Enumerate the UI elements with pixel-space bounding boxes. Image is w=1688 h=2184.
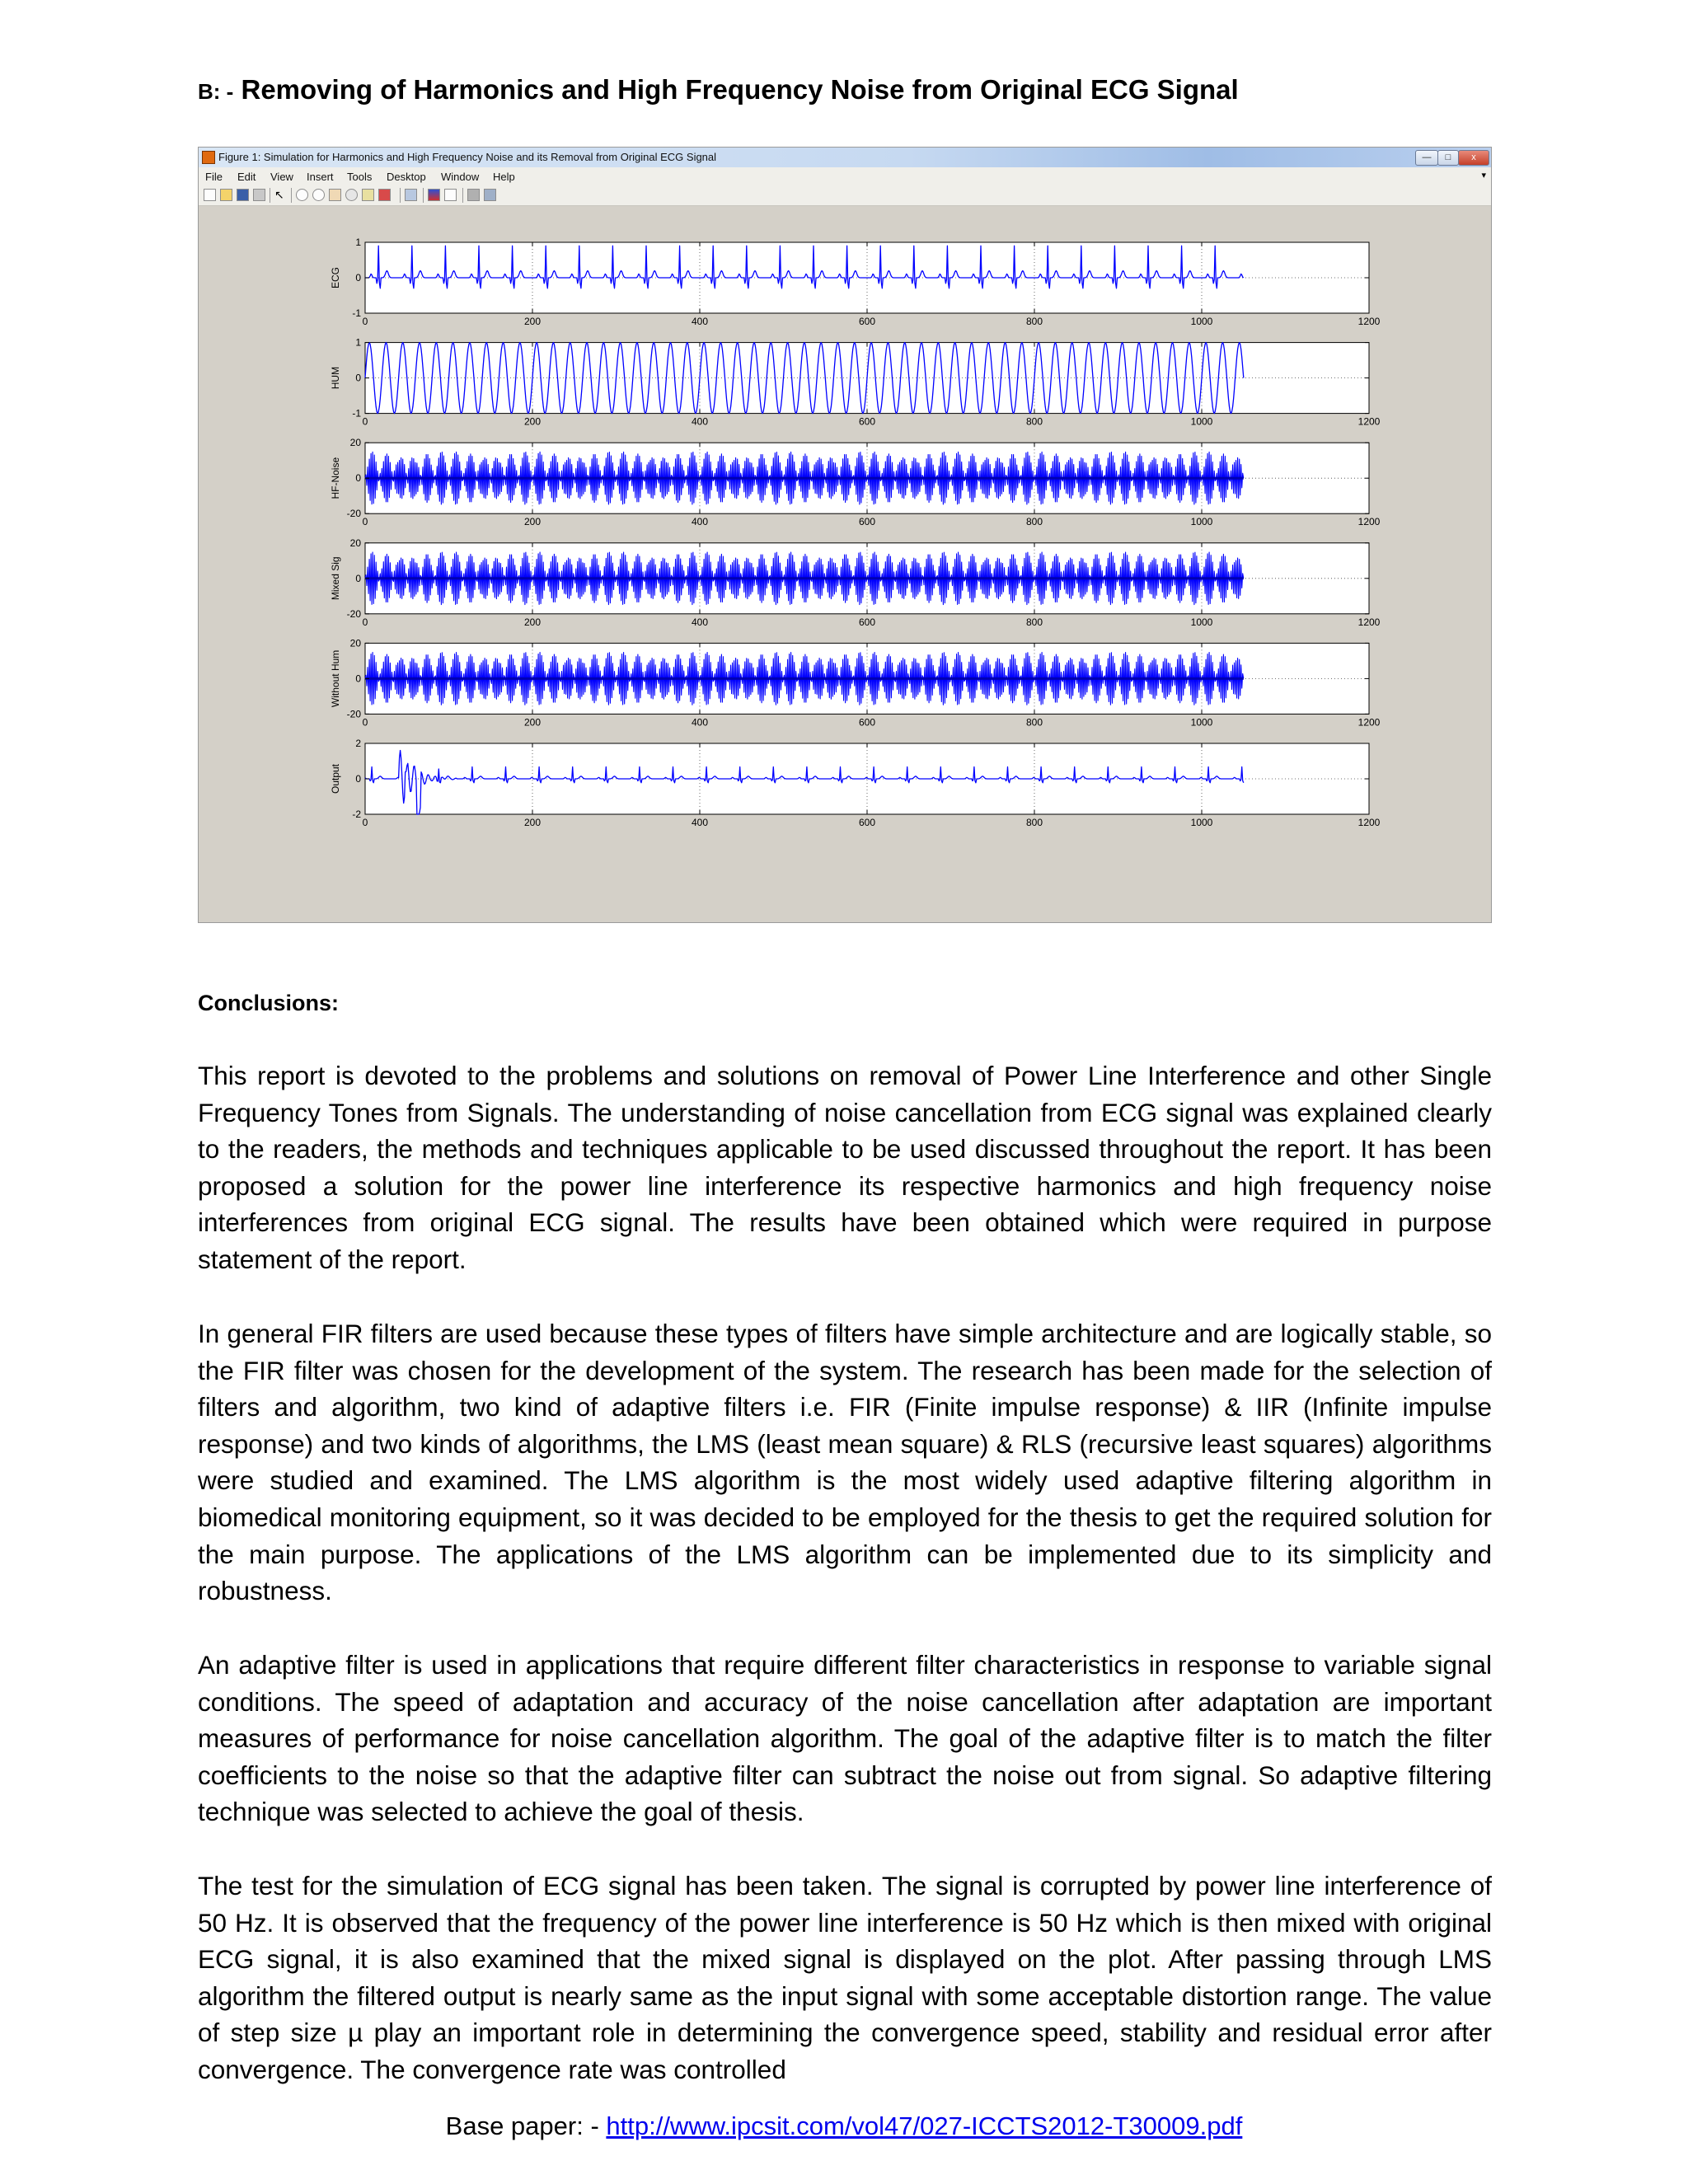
x-tick-label-hf-noise: 400 — [691, 516, 709, 528]
y-axis-label-ecg: ECG — [330, 266, 341, 289]
conclusions-paragraph-2: In general FIR filters are used because these types of filters have simple architecture and are logically stable, so the FIR filter was chosen for the development of the system. The research has been made for the selection of filters and algorithm, two kind of adaptive filters i.e. FIR (Finite impulse response) & IIR (Infinite impulse response) and two kinds of algorithms, the LMS (least mean square) & RLS (recursive least squares) algorithms were studied and examined. The LMS algorithm is the most widely used adaptive filtering algorithm in biomedical monitoring equipment, so it was decided to be employed for the thesis to get the required solution for the main purpose. The applications of the LMS algorithm can be implemented due to its simplicity and robustness. — [198, 1319, 1492, 1606]
brush-icon[interactable] — [378, 189, 391, 201]
x-tick-label-ecg: 800 — [1025, 316, 1043, 327]
y-axis-label-mixed-sig: Mixed Sig — [330, 556, 341, 601]
conclusions-paragraph-4: The test for the simulation of ECG signal has been taken. The signal is corrupted by power line interference of 50 Hz. It is observed that the frequency of the power line interference is 50 Hz which is then mixed with original ECG signal, it is also examined that the mixed signal is displayed on the plot. After passing through LMS algorithm the filtered output is nearly same as the input signal with some acceptable distortion range. The value of step size µ play an important role in determining the convergence speed, stability and residual error after convergence. The convergence rate was controlled — [198, 1871, 1492, 2084]
x-tick-label-hf-noise: 200 — [523, 516, 542, 528]
figure-toolbar — [199, 185, 1491, 206]
y-tick-label-hf-noise: -20 — [346, 508, 361, 520]
figure-title-bar[interactable] — [199, 148, 1491, 167]
y-tick-label-output: 0 — [355, 773, 361, 785]
x-tick-label-without-hum: 200 — [523, 716, 542, 729]
x-tick-label-without-hum: 0 — [362, 716, 368, 729]
colorbar-icon[interactable] — [428, 189, 440, 201]
x-tick-label-mixed-sig: 1200 — [1357, 616, 1381, 628]
x-tick-label-hum: 1200 — [1357, 415, 1381, 428]
matlab-logo-icon — [202, 151, 215, 164]
x-tick-label-without-hum: 800 — [1025, 716, 1043, 729]
menu-desktop[interactable]: Desktop — [387, 171, 426, 183]
y-tick-label-output: 2 — [355, 738, 361, 749]
x-tick-label-output: 200 — [523, 817, 542, 828]
y-tick-label-without-hum: 20 — [349, 637, 361, 649]
plot-area — [199, 206, 1491, 923]
y-tick-label-hum: -1 — [352, 407, 361, 419]
menu-tools[interactable]: Tools — [347, 171, 373, 183]
matlab-figure-window — [198, 147, 1492, 923]
print-icon[interactable] — [253, 189, 265, 201]
y-tick-label-mixed-sig: -20 — [346, 607, 361, 620]
save-icon[interactable] — [237, 189, 249, 201]
x-tick-label-ecg: 0 — [362, 316, 368, 327]
x-tick-label-hum: 600 — [858, 415, 876, 428]
footer-label: Base paper: - — [445, 2111, 599, 2140]
section-heading-prefix: B: - — [198, 79, 234, 104]
legend-icon[interactable] — [444, 189, 457, 201]
data-cursor-icon[interactable] — [362, 189, 374, 201]
maximize-icon: □ — [1445, 152, 1451, 162]
minimize-icon: — — [1422, 152, 1432, 162]
x-tick-label-output: 1000 — [1190, 817, 1213, 828]
x-tick-label-hum: 400 — [691, 415, 709, 428]
y-tick-label-ecg: 0 — [355, 272, 361, 284]
menu-view[interactable]: View — [270, 171, 293, 183]
new-file-icon[interactable] — [204, 189, 216, 201]
x-tick-label-ecg: 400 — [691, 316, 709, 327]
x-tick-label-output: 1200 — [1357, 817, 1381, 828]
y-tick-label-hum: 1 — [355, 336, 361, 349]
figure-menu-bar — [199, 167, 1491, 186]
y-tick-label-mixed-sig: 20 — [349, 537, 361, 549]
y-tick-label-hum: 0 — [355, 372, 361, 384]
x-tick-label-without-hum: 400 — [691, 716, 709, 729]
x-tick-label-hum: 0 — [362, 415, 368, 428]
conclusions-paragraph-1: This report is devoted to the problems and solutions on removal of Power Line Interference and other Single Frequency Tones from Signals. The understanding of noise cancellation from ECG signal was explained clearly to the readers, the methods and techniques applicable to be used discussed throughout the report. It has been proposed a solution for the power line interference its respective harmonics and high frequency noise interferences from original ECG signal. The results have been obtained which were required in purpose statement of the report. — [198, 1061, 1492, 1274]
x-tick-label-mixed-sig: 800 — [1025, 616, 1043, 628]
y-tick-label-output: -2 — [352, 808, 361, 820]
y-tick-label-without-hum: -20 — [346, 708, 361, 720]
x-tick-label-without-hum: 600 — [858, 716, 876, 729]
maximize-button[interactable] — [1437, 150, 1459, 166]
base-paper-link[interactable]: http://www.ipcsit.com/vol47/027-ICCTS2012-T30009.pdf — [606, 2111, 1243, 2140]
section-heading-title: Removing of Harmonics and High Frequency Noise from Original ECG Signal — [241, 74, 1239, 105]
x-tick-label-without-hum: 1000 — [1190, 716, 1213, 729]
x-tick-label-output: 600 — [858, 817, 876, 828]
x-tick-label-hf-noise: 1000 — [1190, 516, 1213, 528]
figure-window-title: Figure 1: Simulation for Harmonics and High Frequency Noise and its Removal from Original ECG Signal — [218, 151, 717, 163]
x-tick-label-hum: 800 — [1025, 415, 1043, 428]
y-axis-label-hf-noise: HF-Noise — [330, 457, 341, 499]
x-tick-label-ecg: 1000 — [1190, 316, 1213, 327]
x-tick-label-hf-noise: 1200 — [1357, 516, 1381, 528]
menu-file[interactable]: File — [205, 171, 223, 183]
open-folder-icon[interactable] — [220, 189, 232, 201]
menu-window[interactable]: Window — [441, 171, 480, 183]
x-tick-label-mixed-sig: 400 — [691, 616, 709, 628]
show-plot-tools-icon[interactable] — [484, 189, 496, 201]
rotate-3d-icon[interactable] — [345, 189, 358, 201]
x-tick-label-ecg: 200 — [523, 316, 542, 327]
y-tick-label-mixed-sig: 0 — [355, 572, 361, 584]
x-tick-label-hum: 200 — [523, 415, 542, 428]
menu-overflow-arrow-icon[interactable]: ▾ — [1481, 171, 1486, 180]
x-tick-label-mixed-sig: 600 — [858, 616, 876, 628]
x-tick-label-hf-noise: 800 — [1025, 516, 1043, 528]
y-tick-label-ecg: -1 — [352, 307, 361, 319]
x-tick-label-mixed-sig: 200 — [523, 616, 542, 628]
subplot-stack-chart — [199, 206, 1491, 923]
x-tick-label-mixed-sig: 0 — [362, 616, 368, 628]
y-axis-label-without-hum: Without Hum — [330, 649, 341, 708]
menu-edit[interactable]: Edit — [237, 171, 256, 183]
pan-hand-icon[interactable] — [329, 189, 341, 201]
footer — [0, 2111, 1688, 2141]
zoom-out-icon[interactable] — [312, 189, 325, 201]
y-tick-label-hf-noise: 20 — [349, 437, 361, 449]
x-tick-label-hf-noise: 0 — [362, 516, 368, 528]
minimize-button[interactable] — [1415, 150, 1438, 166]
y-axis-label-output: Output — [330, 763, 341, 794]
x-tick-label-without-hum: 1200 — [1357, 716, 1381, 729]
x-tick-label-output: 400 — [691, 817, 709, 828]
y-tick-label-hf-noise: 0 — [355, 472, 361, 485]
x-tick-label-output: 0 — [362, 817, 368, 828]
close-icon: x — [1471, 152, 1476, 162]
x-tick-label-ecg: 600 — [858, 316, 876, 327]
x-tick-label-hf-noise: 600 — [858, 516, 876, 528]
x-tick-label-ecg: 1200 — [1357, 316, 1381, 327]
menu-help[interactable]: Help — [493, 171, 515, 183]
close-button[interactable] — [1458, 150, 1489, 166]
y-tick-label-ecg: 1 — [355, 237, 361, 248]
conclusions-title: Conclusions: — [198, 991, 340, 1015]
x-tick-label-output: 800 — [1025, 817, 1043, 828]
x-tick-label-mixed-sig: 1000 — [1190, 616, 1213, 628]
pointer-icon[interactable]: ↖ — [274, 188, 284, 201]
menu-insert[interactable]: Insert — [307, 171, 334, 183]
section-heading — [198, 74, 1239, 105]
x-tick-label-hum: 1000 — [1190, 415, 1213, 428]
zoom-in-icon[interactable] — [296, 189, 308, 201]
y-tick-label-without-hum: 0 — [355, 673, 361, 685]
hide-plot-tools-icon[interactable] — [467, 189, 480, 201]
conclusions-paragraph-3: An adaptive filter is used in applications that require different filter characteristics in response to variable signal conditions. The speed of adaptation and accuracy of the noise cancellation after adaptation are important measures of performance for noise cancellation algorithm. The goal of the adaptive filter is to match the filter coefficients to the noise so that the adaptive filter can subtract the noise out from signal. So adaptive filtering technique was selected to achieve the goal of thesis. — [198, 1650, 1492, 1827]
y-axis-label-hum: HUM — [330, 366, 341, 390]
link-plot-icon[interactable] — [405, 189, 417, 201]
